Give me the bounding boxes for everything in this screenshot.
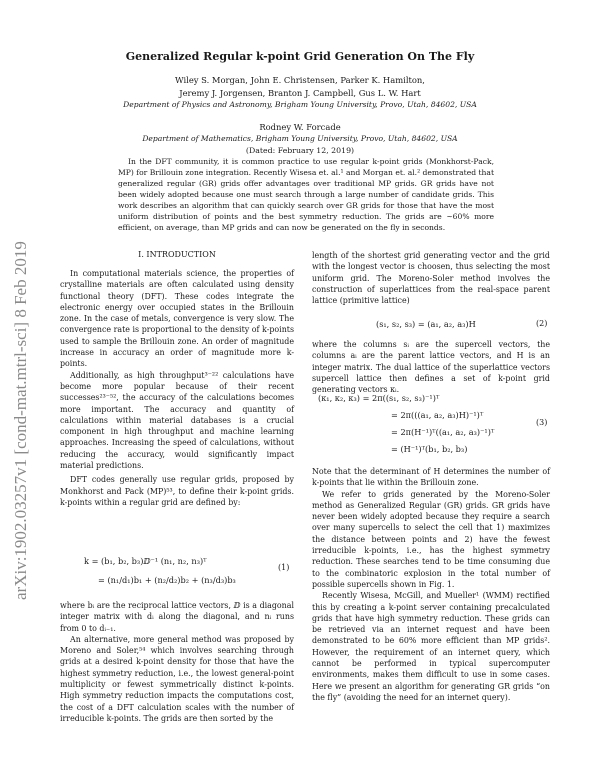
equation-1-line-1: k = (b₁, b₂, b₃)ⅅ⁻¹ (n₁, n₂, n₃)ᵀ [84, 556, 207, 566]
arxiv-id: arXiv:1902.03257v1 [cond-mat.mtrl-sci] 8 Feb 2019 [11, 241, 30, 600]
paragraph: where bᵢ are the reciprocal lattice vectors, ⅅ is a diagonal integer matrix with dᵢ along the diagonal, and nᵢ runs from 0 to dᵢ₋₁. [60, 601, 294, 633]
paper-title: Generalized Regular k-point Grid Generation On The Fly [125, 50, 475, 63]
paragraph: Additionally, as high throughput³⁻²² calculations have become more popular because of their recent successes²³⁻⁵², the accuracy of the calculations becomes more important. The accuracy and quantity of calculations within material databases is a crucial component in high throughput and machine learning approaches. Increasing the speed of calculations, without reducing the accuracy, would significantly impact material predictions. [60, 370, 294, 471]
section-heading: I. INTRODUCTION [138, 250, 216, 259]
equation-2-number: (2) [536, 319, 548, 328]
paragraph: Recently Wisesa, McGill, and Mueller¹ (WMM) rectified this by creating a k-point server containing precalculated grids that have high symmetry reduction. These grids can be retrieved via an internet request and have been demonstrated to be 60% more efficient than MP grids². However, the requirement of an internet query, which cannot be performed in typical supercomputer environments, makes them difficult to use in some cases. Here we present an algorithm for generating GR grids “on the fly” (avoiding the need for an internet query). [312, 591, 550, 702]
left-column-top [60, 268, 294, 508]
affiliation-2: Department of Mathematics, Brigham Young University, Provo, Utah, 84602, USA [142, 134, 458, 143]
arxiv-stamp-svg [8, 190, 34, 610]
paragraph: In computational materials science, the properties of crystalline materials are often calculated using density functional theory (DFT). These codes integrate the electronic energy over occupied states in the Brillouin zone. In the case of metals, convergence is very slow. The convergence rate is proportional to the density of k-points used to sample the Brillouin zone. An order of magnitude increase in accuracy an order of magnitude more k-points. [60, 269, 294, 369]
equation-1-number: (1) [278, 563, 290, 572]
left-column-bottom [60, 600, 294, 724]
equation-1-line-2: = (n₁/d₁)b₁ + (n₂/d₂)b₂ + (n₃/d₃)b₃ [98, 575, 236, 585]
right-column-bottom [312, 466, 550, 703]
equation-3-line-3: = 2π(H⁻¹)ᵀ((a₁, a₂, a₃)⁻¹)ᵀ [391, 427, 495, 437]
equation-2: (s₁, s₂, s₃) = (a₁, a₂, a₃)H [376, 319, 476, 329]
right-column-top [312, 250, 550, 306]
arxiv-stamp [8, 190, 34, 610]
equation-3-line-4: = (H⁻¹)ᵀ(b₁, b₂, b₃) [391, 444, 468, 454]
paragraph: where the columns sᵢ are the supercell vectors, the columns aᵢ are the parent lattice vectors, and H is an integer matrix. The dual lattice of the superlattice vectors supercell lattice then defines a set of k-point grid generating vectors κᵢ. [312, 340, 550, 395]
abstract: In the DFT community, it is common practice to use regular k-point grids (Monkhorst-Pack, MP) for Brillouin zone integration. Recently Wisesa et. al.¹ and Morgan et. al.² demonstrated that generalized regular (GR) grids offer advantages over traditional MP grids. GR grids have not been widely adopted because one must search through a large number of candidate grids. This work describes an algorithm that can quickly search over GR grids for those that have the most uniform distribution of points and the best symmetry reduction. The grids are ~60% more efficient, on average, than MP grids and can now be generated on the fly in seconds. [118, 157, 494, 232]
author-forcade: Rodney W. Forcade [259, 122, 341, 132]
paragraph: We refer to grids generated by the Moreno-Soler method as Generalized Regular (GR) grids. GR grids have never been widely adopted because they require a search over many supercells to select the cell that 1) maximizes the distance between points and 2) have the fewest irreducible k-points, i.e., has the highest symmetry reduction. These searches tend to be time consuming due to the combinatoric explosion in the total number of possible supercells shown in Fig. 1. [312, 489, 550, 589]
equation-3-line-1: (κ₁, κ₂, κ₃) = 2π((s₁, s₂, s₃)⁻¹)ᵀ [318, 393, 440, 403]
paragraph: length of the shortest grid generating vector and the grid with the longest vector is choosen, thus selecting the most uniform grid. The Moreno-Soler method involves the construction of superlattices from the real-space parent lattice (primitive lattice) [312, 251, 550, 306]
paragraph: DFT codes generally use regular grids, proposed by Monkhorst and Pack (MP)⁵³, to define their k-point grids. k-points within a regular grid are defined by: [60, 475, 294, 507]
equation-3-number: (3) [536, 418, 548, 427]
equation-3-line-2: = 2π(((a₁, a₂, a₃)H)⁻¹)ᵀ [391, 410, 484, 420]
authors-line-1: Wiley S. Morgan, John E. Christensen, Parker K. Hamilton, [175, 75, 425, 85]
affiliation-1: Department of Physics and Astronomy, Brigham Young University, Provo, Utah, 84602, USA [123, 100, 477, 109]
dated-line: (Dated: February 12, 2019) [245, 146, 355, 155]
paragraph: An alternative, more general method was proposed by Moreno and Soler,⁵⁴ which involves searching through grids at a desired k-point density for those that have the highest symmetry reduction, i.e., the lowest general-point multiplicity or fewest symmetrically distinct k-points. High symmetry reduction impacts the computations cost, the cost of a DFT calculation scales with the number of irreducible k-points. The grids are then sorted by the [60, 634, 294, 723]
paragraph: Note that the determinant of H determines the number of k-points that lie within the Brillouin zone. [312, 467, 550, 488]
authors-line-2: Jeremy J. Jorgensen, Branton J. Campbell, Gus L. W. Hart [179, 88, 421, 98]
right-column-mid [312, 339, 550, 395]
